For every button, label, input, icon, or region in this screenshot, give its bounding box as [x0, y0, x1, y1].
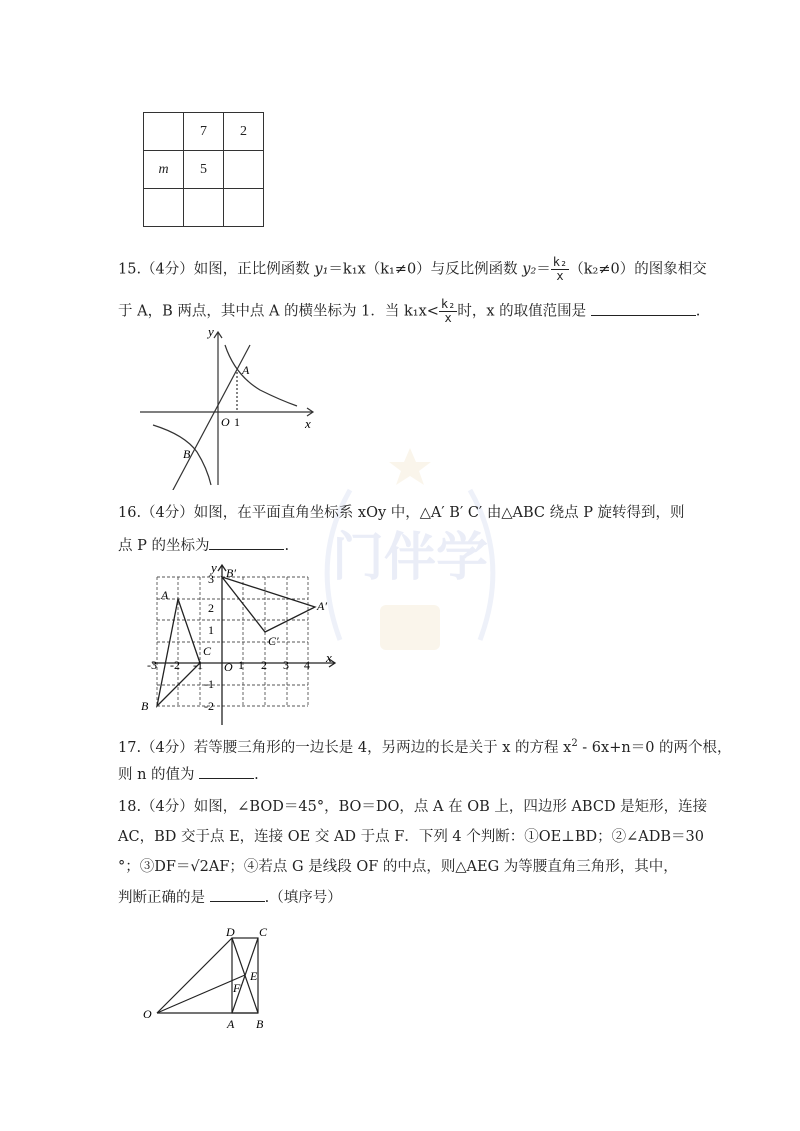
number-grid	[143, 112, 264, 227]
q17-line2: 则 n 的值为 .	[118, 764, 259, 785]
q16-coordinate-grid	[135, 555, 350, 730]
point-b-label: B	[141, 699, 149, 713]
point-o-label: O	[143, 1007, 152, 1021]
point-a-prime-label: A′	[317, 599, 327, 613]
answer-blank[interactable]	[210, 887, 265, 902]
grid-cell	[224, 151, 264, 189]
answer-blank[interactable]	[591, 301, 696, 316]
axis-y-label: y	[211, 560, 217, 575]
q18-line4: 判断正确的是 .（填序号）	[118, 887, 342, 908]
tick-label: -3	[147, 658, 157, 672]
point-c-prime-label: C′	[268, 634, 279, 648]
q16-line2: 点 P 的坐标为 .	[118, 535, 289, 556]
point-a-label: A	[227, 1017, 235, 1031]
answer-blank[interactable]	[209, 535, 284, 550]
q15-graph	[135, 320, 325, 490]
tick-label: -2	[204, 699, 214, 713]
point-b-prime-label: B′	[226, 566, 236, 580]
tick-label: 3	[208, 572, 214, 586]
tick-label: 2	[208, 601, 214, 615]
q18-line1: 18.（4分）如图，∠BOD＝45°，BO＝DO，点 A 在 OB 上，四边形 ABCD 是矩形，连接	[118, 799, 708, 815]
q18-geometry-figure	[135, 920, 285, 1035]
q18-line2: AC，BD 交于点 E，连接 OE 交 AD 于点 F．下列 4 个判断：①OE⊥BD；②∠ADB＝30	[118, 829, 705, 845]
point-e-label: E	[250, 969, 258, 983]
point-f-label: F	[233, 981, 241, 995]
fraction: $\frac{\text{k₂}}{x}$	[552, 255, 568, 283]
tick-label: -1	[193, 658, 203, 672]
table-row	[144, 189, 264, 227]
tick-label: 3	[283, 658, 289, 672]
grid-cell: 5	[184, 151, 224, 189]
tick-label: 2	[261, 658, 267, 672]
point-d-label: D	[226, 925, 235, 939]
grid-cell: 2	[224, 113, 264, 151]
point-b-label: B	[183, 447, 191, 461]
grid-cell: m	[144, 151, 184, 189]
axis-x-label: x	[305, 416, 311, 431]
point-a-label: A	[161, 588, 169, 602]
grid-cell	[224, 189, 264, 227]
fraction: $\frac{\text{k₂}}{x}$	[440, 297, 456, 325]
axis-y-label: y	[208, 324, 214, 339]
grid-cell	[144, 189, 184, 227]
watermark-text: 门伴学	[331, 530, 489, 587]
tick-label: -2	[170, 658, 180, 672]
table-row	[144, 151, 264, 189]
point-b-label: B	[256, 1017, 264, 1031]
point-c-label: C	[259, 925, 268, 939]
tick-label: 1	[234, 415, 240, 429]
q15-line2: 于 A，B 两点，其中点 A 的横坐标为 1．当 k₁x< $\frac{\text{k₂}}{x}$ 时，x 的取值范围是 .	[118, 297, 701, 325]
point-c-label: C	[203, 644, 212, 658]
tick-label: 1	[208, 623, 214, 637]
grid-cell: 7	[184, 113, 224, 151]
table-row	[144, 113, 264, 151]
point-a-label: A	[242, 363, 250, 377]
q15-line1: 15.（4分）如图，正比例函数 y₁＝k₁x（k₁≠0）与反比例函数 y₂＝ $\frac{\text{k₂}}{x}$ （k₂≠0）的图象相交	[118, 255, 707, 283]
grid-cell	[184, 189, 224, 227]
answer-blank[interactable]	[199, 764, 254, 779]
grid-cell	[144, 113, 184, 151]
tick-label: -1	[204, 677, 214, 691]
q16-line1: 16.（4分）如图，在平面直角坐标系 xOy 中，△A′ B′ C′ 由△ABC 绕点 P 旋转得到，则	[118, 505, 685, 521]
q18-line3: °；③DF＝√2AF；④若点 G 是线段 OF 的中点，则△AEG 为等腰直角三角形，其中，	[118, 859, 678, 875]
q17-line1: 17.（4分）若等腰三角形的一边长是 4，另两边的长是关于 x 的方程 $x^2 - 6x+n=0$ 的两个根，	[118, 738, 732, 756]
tick-label: 1	[238, 658, 244, 672]
tick-label: 4	[304, 658, 310, 672]
origin-label: O	[224, 660, 233, 674]
axis-x-label: x	[326, 650, 332, 665]
origin-label: O	[221, 415, 230, 429]
